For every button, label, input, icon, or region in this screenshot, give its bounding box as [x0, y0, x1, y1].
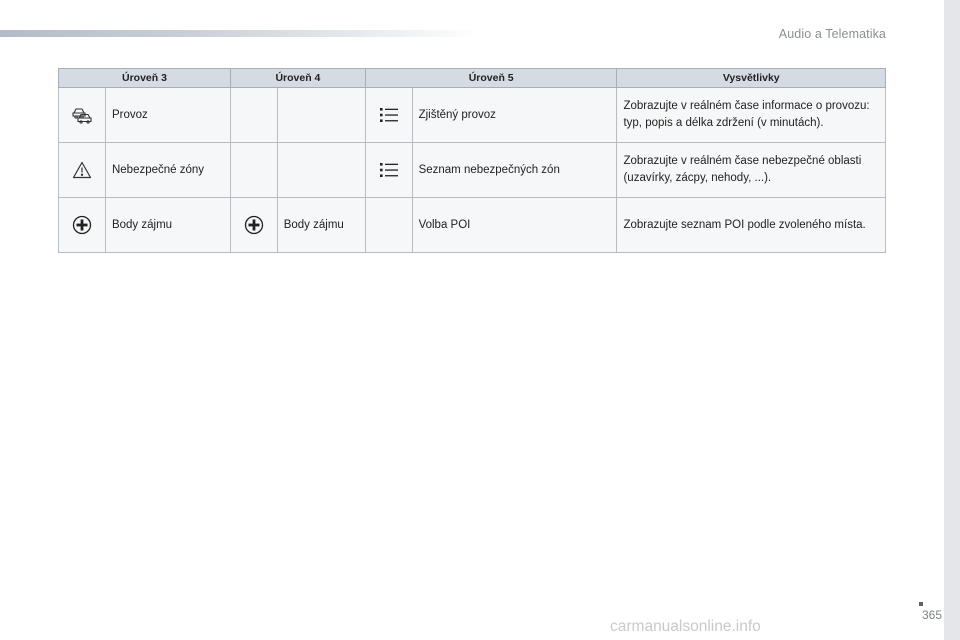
column-header-explanation: Vysvětlivky [617, 69, 886, 88]
header-accent-bar [0, 30, 480, 37]
level-5-label: Volba POI [412, 198, 617, 253]
page-edge-strip [944, 0, 960, 640]
level-4-label: Body zájmu [277, 198, 365, 253]
poi-plus-icon [244, 215, 264, 235]
page-number: 365 [921, 608, 942, 622]
watermark: carmanualsonline.info [610, 618, 761, 635]
column-header-level-3: Úroveň 3 [59, 69, 231, 88]
level-5-label: Seznam nebezpečných zón [412, 143, 617, 198]
table-header-row [59, 69, 886, 88]
column-header-level-4: Úroveň 4 [230, 69, 365, 88]
explanation-text: Zobrazujte v reálném čase informace o provozu: typ, popis a délka zdržení (v minutách). [617, 88, 886, 143]
explanation-text: Zobrazujte v reálném čase nebezpečné oblasti (uzavírky, zácpy, nehody, ...). [617, 143, 886, 198]
level-4-label [277, 143, 365, 198]
level-3-label: Provoz [105, 88, 230, 143]
traffic-icon [71, 106, 93, 124]
level-3-label: Nebezpečné zóny [105, 143, 230, 198]
warning-triangle-icon [72, 161, 92, 179]
explanation-text: Zobrazujte seznam POI podle zvoleného místa. [617, 198, 886, 253]
menu-levels-table [58, 68, 886, 253]
level-3-label: Body zájmu [105, 198, 230, 253]
table-row [59, 88, 886, 143]
list-icon [380, 107, 398, 123]
poi-plus-icon [72, 215, 92, 235]
page-marker [919, 602, 923, 606]
level-4-label [277, 88, 365, 143]
level-5-label: Zjištěný provoz [412, 88, 617, 143]
list-icon [380, 162, 398, 178]
table-row [59, 143, 886, 198]
section-title: Audio a Telematika [778, 27, 886, 41]
table-row [59, 198, 886, 253]
column-header-level-5: Úroveň 5 [365, 69, 617, 88]
